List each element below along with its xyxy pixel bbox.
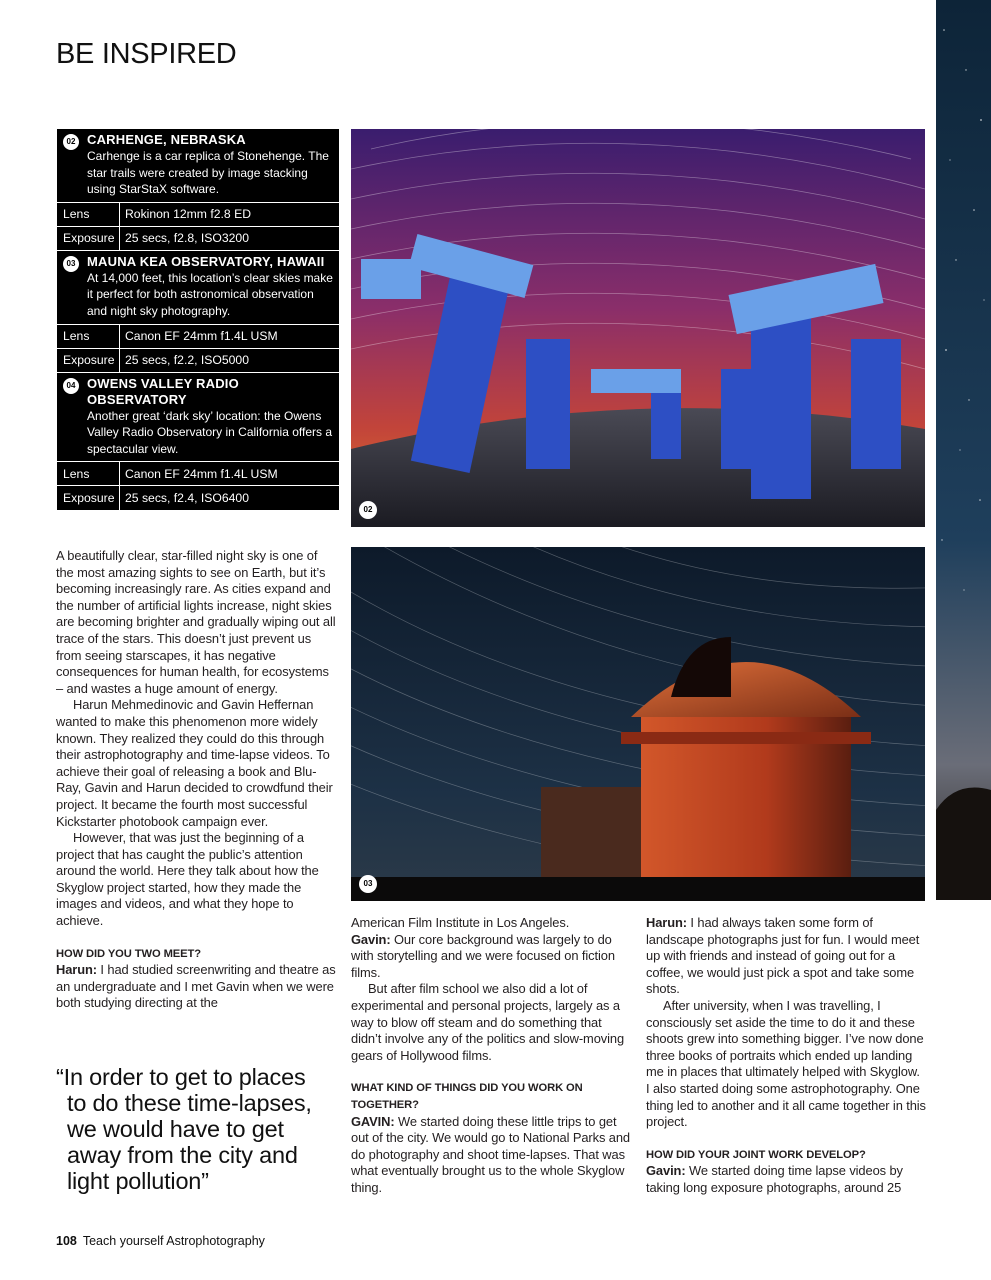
exposure-label: Exposure [57,349,120,372]
location-number-badge: 04 [63,378,79,394]
body-paragraph: After university, when I was travelling, I consciously set aside the time to do it and these shoots grew into something bigger. I’ve now done three books of portraits which ended up landing me in places that ultimately helped with Skyglow. I also started doing some astrophotography. One thing led to another and it all came together in this project. [646,997,926,1130]
location-info-table [57,129,339,510]
article-column-3 [646,915,926,1197]
location-description: Carhenge is a car replica of Stonehenge. The star trails were created by image stacking using StarStaX software. [87,149,329,197]
observatory-image [351,547,925,901]
exposure-row [57,486,339,510]
location-number-badge: 02 [63,134,79,150]
exposure-row [57,349,339,373]
location-header [57,373,339,463]
speaker-name: GAVIN: [351,1113,395,1129]
answer-text: Our core background was largely to do with storytelling and we were focused on fiction films. [351,931,615,980]
page-number: 108 [56,1234,77,1248]
article-column-1 [56,548,336,1012]
pull-quote-line: we would have to get [67,1116,284,1142]
pull-quote-line: light pollution” [67,1168,209,1194]
body-paragraph: However, that was just the beginning of a project that has caught the public’s attention around the world. Here they talk about how the Skyglow project started, how they made the images and videos, and what they hope to achieve. [56,830,319,929]
location-title: OWENS VALLEY RADIO OBSERVATORY [87,375,239,407]
interview-answer [646,1163,926,1196]
answer-text: I had always taken some form of landscape photographs just for fun. I would meet up with friends and instead of going out for a coffee, we would just pick a spot and take some shots. [646,915,920,997]
interview-question: WHAT KIND OF THINGS DID YOU WORK ON TOGETHER? [351,1082,583,1111]
interview-answer [646,915,926,998]
lens-row [57,325,339,349]
interview-answer [351,932,631,982]
location-header [57,251,339,325]
location-header [57,129,339,203]
location-description: At 14,000 feet, this location’s clear skies make it perfect for both astronomical observation and night sky photography. [87,270,333,318]
photo-number-badge: 02 [359,501,377,519]
edge-sky-photo [936,0,991,900]
lens-label: Lens [57,462,120,485]
answer-text: We started doing these little trips to get out of the city. We would go to National Parks and do photography and shoot time-lapses. That was what eventually brought us to the whole Skyglow thing. [351,1113,630,1195]
answer-text: I had studied screenwriting and theatre as an undergraduate and I met Gavin when we were both studying directing at the [56,962,336,1011]
lens-label: Lens [57,325,120,348]
location-title: MAUNA KEA OBSERVATORY, HAWAII [87,253,325,269]
body-paragraph: A beautifully clear, star-filled night sky is one of the most amazing sights to see on Earth, but it’s becoming increasingly rare. As cities expand and the number of artificial lights increase, night skies are becoming brighter and gradually wiping out all trace of the stars. This doesn’t just prevent us from seeing starscapes, it has negative consequences for human health, for ecosystems – and wastes a huge amount of energy. [56,548,336,696]
interview-answer [351,1114,631,1197]
exposure-value: 25 secs, f2.8, ISO3200 [125,230,249,245]
lens-value: Canon EF 24mm f1.4L USM [125,466,278,481]
pull-quote-line: away from the city and [67,1142,298,1168]
body-paragraph: But after film school we also did a lot of experimental and personal projects, largely as a way to blow off steam and do something that didn’t involve any of the politics and slow-moving gears of Hollywood films. [351,981,625,1063]
location-description: Another great ‘dark sky’ location: the Owens Valley Radio Observatory in California offers a spectacular view. [87,408,333,456]
exposure-label: Exposure [57,486,120,510]
interview-answer [56,962,336,1012]
page-footer [56,1234,265,1248]
section-title: BE INSPIRED [56,38,237,70]
exposure-label: Exposure [57,227,120,250]
exposure-value: 25 secs, f2.2, ISO5000 [125,352,249,367]
carhenge-photo [351,129,925,527]
pull-quote-line: “In order to get to places [56,1064,306,1090]
interview-question: HOW DID YOUR JOINT WORK DEVELOP? [646,1148,866,1161]
lens-value: Canon EF 24mm f1.4L USM [125,328,278,343]
speaker-name: Harun: [646,915,687,930]
body-paragraph: American Film Institute in Los Angeles. [351,915,570,930]
interview-question: HOW DID YOU TWO MEET? [56,947,201,960]
location-number-badge: 03 [63,256,79,272]
pull-quote [56,1064,331,1194]
lens-value: Rokinon 12mm f2.8 ED [125,206,251,221]
lens-row [57,203,339,227]
photo-number-badge: 03 [359,875,377,893]
exposure-value: 25 secs, f2.4, ISO6400 [125,491,249,506]
lens-label: Lens [57,203,120,226]
location-title: CARHENGE, NEBRASKA [87,132,246,147]
speaker-name: Gavin: [646,1163,686,1179]
exposure-row [57,227,339,251]
answer-text: We started doing time lapse videos by taking long exposure photographs, around 25 [646,1163,903,1195]
article-column-2 [351,915,631,1197]
pull-quote-line: to do these time-lapses, [67,1090,312,1116]
lens-row [57,462,339,486]
carhenge-image [351,129,925,527]
body-paragraph: Harun Mehmedinovic and Gavin Heffernan wanted to make this phenomenon more widely known. They realized they could do this through their astrophotography and time-lapse videos. To achieve their goal of releasing a book and Blu-Ray, Gavin and Harun decided to crowdfund their project. It became the fourth most successful Kickstarter photobook campaign ever. [56,697,333,829]
observatory-photo [351,547,925,901]
publication-title: Teach yourself Astrophotography [82,1234,265,1248]
speaker-name: Gavin: [351,931,391,947]
speaker-name: Harun: [56,962,97,978]
edge-sky-image [936,0,991,900]
